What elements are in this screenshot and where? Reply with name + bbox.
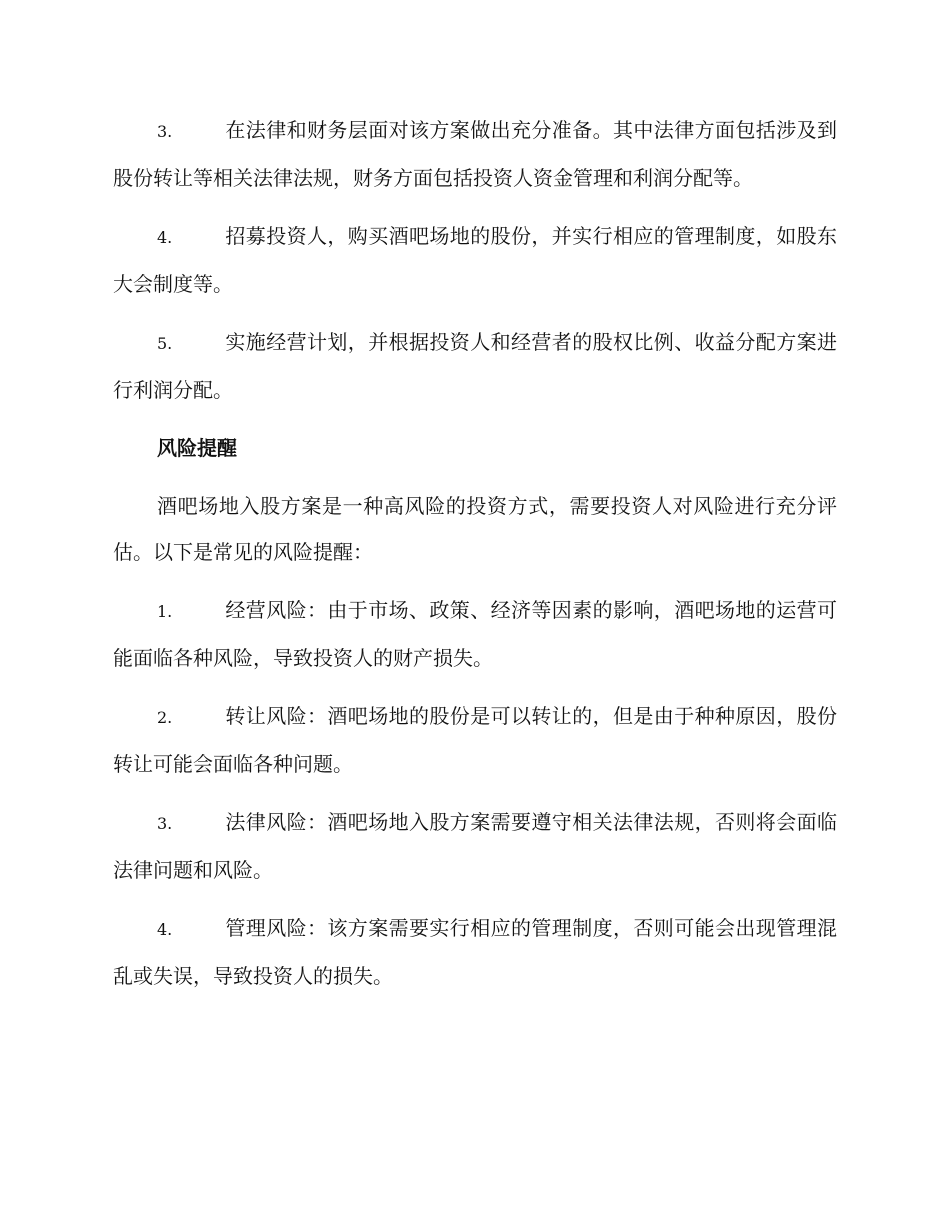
list-item-step-3 bbox=[113, 107, 837, 201]
list-item-text: 招募投资人，购买酒吧场地的股份，并实行相应的管理制度，如股东大会制度等。 bbox=[113, 224, 837, 296]
document-page bbox=[113, 107, 837, 1011]
list-item-risk-3 bbox=[113, 799, 837, 893]
section-heading-risk: 风险提醒 bbox=[157, 436, 237, 460]
list-item-number: 4. bbox=[157, 228, 173, 247]
list-item-risk-2 bbox=[113, 693, 837, 787]
list-item-text: 在法律和财务层面对该方案做出充分准备。其中法律方面包括涉及到股份转让等相关法律法规，财务方面包括投资人资金管理和利润分配等。 bbox=[113, 118, 837, 190]
list-item-text: 管理风险：该方案需要实行相应的管理制度，否则可能会出现管理混乱或失误，导致投资人的损失。 bbox=[113, 916, 837, 988]
list-item-step-5 bbox=[113, 319, 837, 413]
list-item-number: 3. bbox=[157, 814, 173, 833]
list-item-number: 5. bbox=[157, 334, 173, 353]
list-item-number: 2. bbox=[157, 708, 173, 727]
list-item-text: 经营风险：由于市场、政策、经济等因素的影响，酒吧场地的运营可能面临各种风险，导致投资人的财产损失。 bbox=[113, 598, 837, 670]
list-item-risk-1 bbox=[113, 587, 837, 681]
list-item-text: 法律风险：酒吧场地入股方案需要遵守相关法律法规，否则将会面临法律问题和风险。 bbox=[113, 810, 837, 882]
list-item-number: 4. bbox=[157, 920, 173, 939]
list-item-step-4 bbox=[113, 213, 837, 307]
list-item-number: 3. bbox=[157, 122, 173, 141]
list-item-text: 实施经营计划，并根据投资人和经营者的股权比例、收益分配方案进行利润分配。 bbox=[113, 330, 837, 402]
list-item-number: 1. bbox=[157, 602, 173, 621]
list-item-risk-4 bbox=[113, 905, 837, 999]
risk-intro-paragraph: 酒吧场地入股方案是一种高风险的投资方式，需要投资人对风险进行充分评估。以下是常见的风险提醒： bbox=[113, 494, 837, 564]
list-item-text: 转让风险：酒吧场地的股份是可以转让的，但是由于种种原因，股份转让可能会面临各种问题。 bbox=[113, 704, 837, 776]
